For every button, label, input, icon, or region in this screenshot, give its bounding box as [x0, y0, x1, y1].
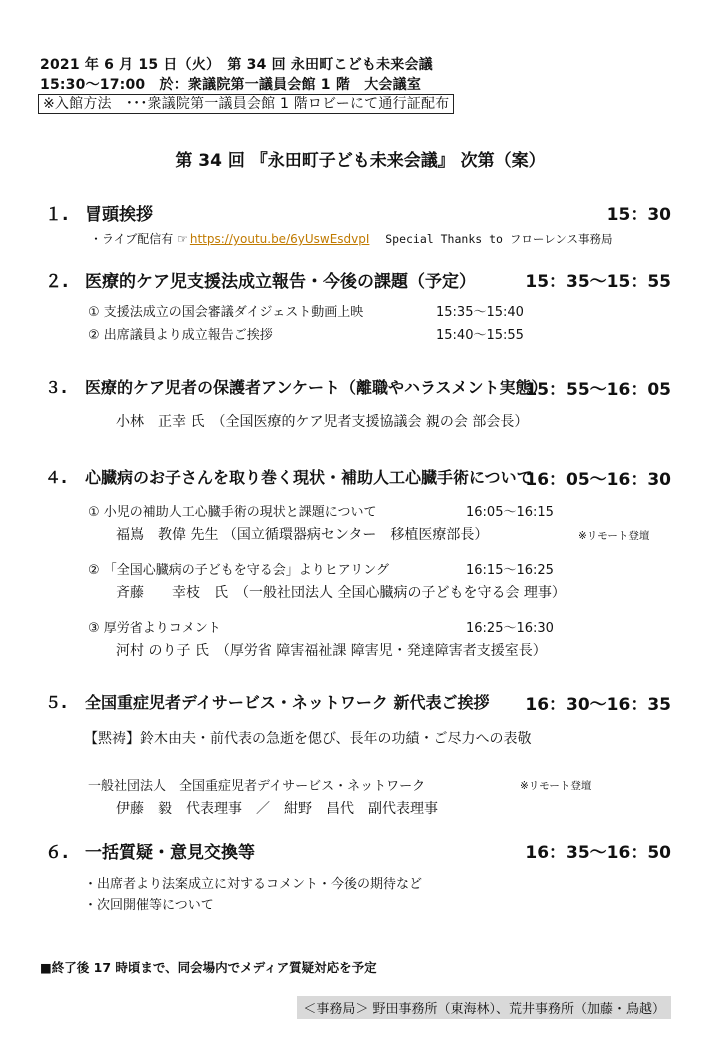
section-number: ３. — [45, 378, 68, 397]
livestream-label: ・ライブ配信有 — [90, 232, 174, 246]
section-title: 冒頭挨拶 — [85, 205, 153, 225]
section-number: １. — [45, 205, 69, 225]
section-4-item-1-label: ① 小児の補助人工心臓手術の現状と課題について — [88, 505, 377, 520]
special-thanks: Special Thanks to フローレンス事務局 — [385, 232, 613, 246]
section-4-time: 16：05～16：30 — [525, 470, 671, 490]
section-number: ６. — [45, 843, 69, 863]
section-title: 医療的ケア児者の保護者アンケート（離職やハラスメント実態） — [85, 378, 548, 397]
section-title: 医療的ケア児支援法成立報告・今後の課題（予定） — [85, 272, 476, 292]
section-5-organization: 一般社団法人 全国重症児者デイサービス・ネットワーク — [88, 779, 426, 794]
section-4-item-3-speaker: 河村 のり子 氏 （厚労省 障害福祉課 障害児・発達障害者支援室長） — [116, 643, 547, 659]
document-title: 第 34 回 『永田町子ども未来会議』 次第（案） — [175, 151, 546, 171]
section-3-time: 15：55～16：05 — [525, 380, 671, 400]
section-6-bullet-1: ・出席者より法案成立に対するコメント・今後の期待など — [84, 877, 423, 892]
section-4-item-1-time: 16:05～16:15 — [466, 505, 554, 520]
section-3-heading — [45, 375, 548, 398]
section-2-time: 15：35～15：55 — [525, 272, 671, 292]
section-6-time: 16：35～16：50 — [525, 843, 671, 863]
section-5-remote-note: ※リモート登壇 — [520, 780, 592, 792]
section-2-heading — [45, 267, 476, 292]
section-4-item-3-time: 16:25～16:30 — [466, 621, 554, 636]
section-number: ２. — [45, 272, 69, 292]
section-6-bullet-2: ・次回開催等について — [84, 898, 214, 913]
header-venue-line: 15:30～17:00 於：衆議院第一議員会館 1 階 大会議室 — [40, 77, 422, 93]
section-2-item-1-label: ① 支援法成立の国会審議ダイジェスト動画上映 — [88, 305, 364, 320]
section-6-heading — [45, 838, 255, 863]
section-5-heading — [45, 690, 489, 713]
section-3-speaker: 小林 正幸 氏 （全国医療的ケア児者支援協議会 親の会 部会長） — [116, 414, 529, 430]
section-number: ４. — [45, 468, 68, 487]
section-2-item-2-label: ② 出席議員より成立報告ご挨拶 — [88, 328, 273, 343]
section-4-item-1-speaker: 福嶌 教偉 先生 （国立循環器病センター 移植医療部長） — [116, 527, 489, 543]
section-4-item-1-remote-note: ※リモート登壇 — [578, 530, 650, 542]
section-number: ５. — [45, 693, 68, 712]
section-5-representatives: 伊藤 毅 代表理事 ／ 紺野 昌代 副代表理事 — [116, 801, 438, 817]
section-title: 全国重症児者デイサービス・ネットワーク 新代表ご挨拶 — [85, 693, 490, 712]
section-5-time: 16：30～16：35 — [525, 695, 671, 715]
section-4-heading — [45, 465, 533, 488]
header-date-line: 2021 年 6 月 15 日（火） 第 34 回 永田町こども未来会議 — [40, 57, 433, 73]
pointing-hand-icon: ☞ — [177, 232, 188, 246]
livestream-link[interactable]: https://youtu.be/6yUswEsdvpI — [189, 232, 370, 246]
section-1-heading — [45, 200, 153, 225]
section-2-item-2-time: 15:40～15:55 — [436, 328, 524, 343]
section-title: 心臓病のお子さんを取り巻く現状・補助人工心臓手術について — [85, 468, 533, 487]
section-1-livestream — [90, 230, 613, 247]
section-4-item-2-time: 16:15～16:25 — [466, 563, 554, 578]
section-4-item-2-label: ② 「全国心臓病の子どもを守る会」よりヒアリング — [88, 563, 390, 578]
section-4-item-2-speaker: 斉藤 幸枝 氏 （一般社団法人 全国心臓病の子どもを守る会 理事） — [116, 585, 566, 601]
section-2-item-1-time: 15:35～15:40 — [436, 305, 524, 320]
section-title: 一括質疑・意見交換等 — [85, 843, 255, 863]
secretariat-footer: ＜事務局＞ 野田事務所（東海林）、荒井事務所（加藤・鳥越） — [297, 996, 671, 1019]
media-note: ■終了後 17 時頃まで、同会場内でメディア質疑対応を予定 — [40, 960, 377, 975]
section-1-time: 15：30 — [606, 205, 671, 225]
header-entry-notice: ※入館方法 ･･･衆議院第一議員会館 1 階ロビーにて通行証配布 — [38, 94, 454, 114]
section-5-mourning: 【黙祷】鈴木由夫・前代表の急逝を偲び、長年の功績・ご尽力への表敬 — [84, 731, 532, 747]
section-4-item-3-label: ③ 厚労省よりコメント — [88, 621, 221, 636]
